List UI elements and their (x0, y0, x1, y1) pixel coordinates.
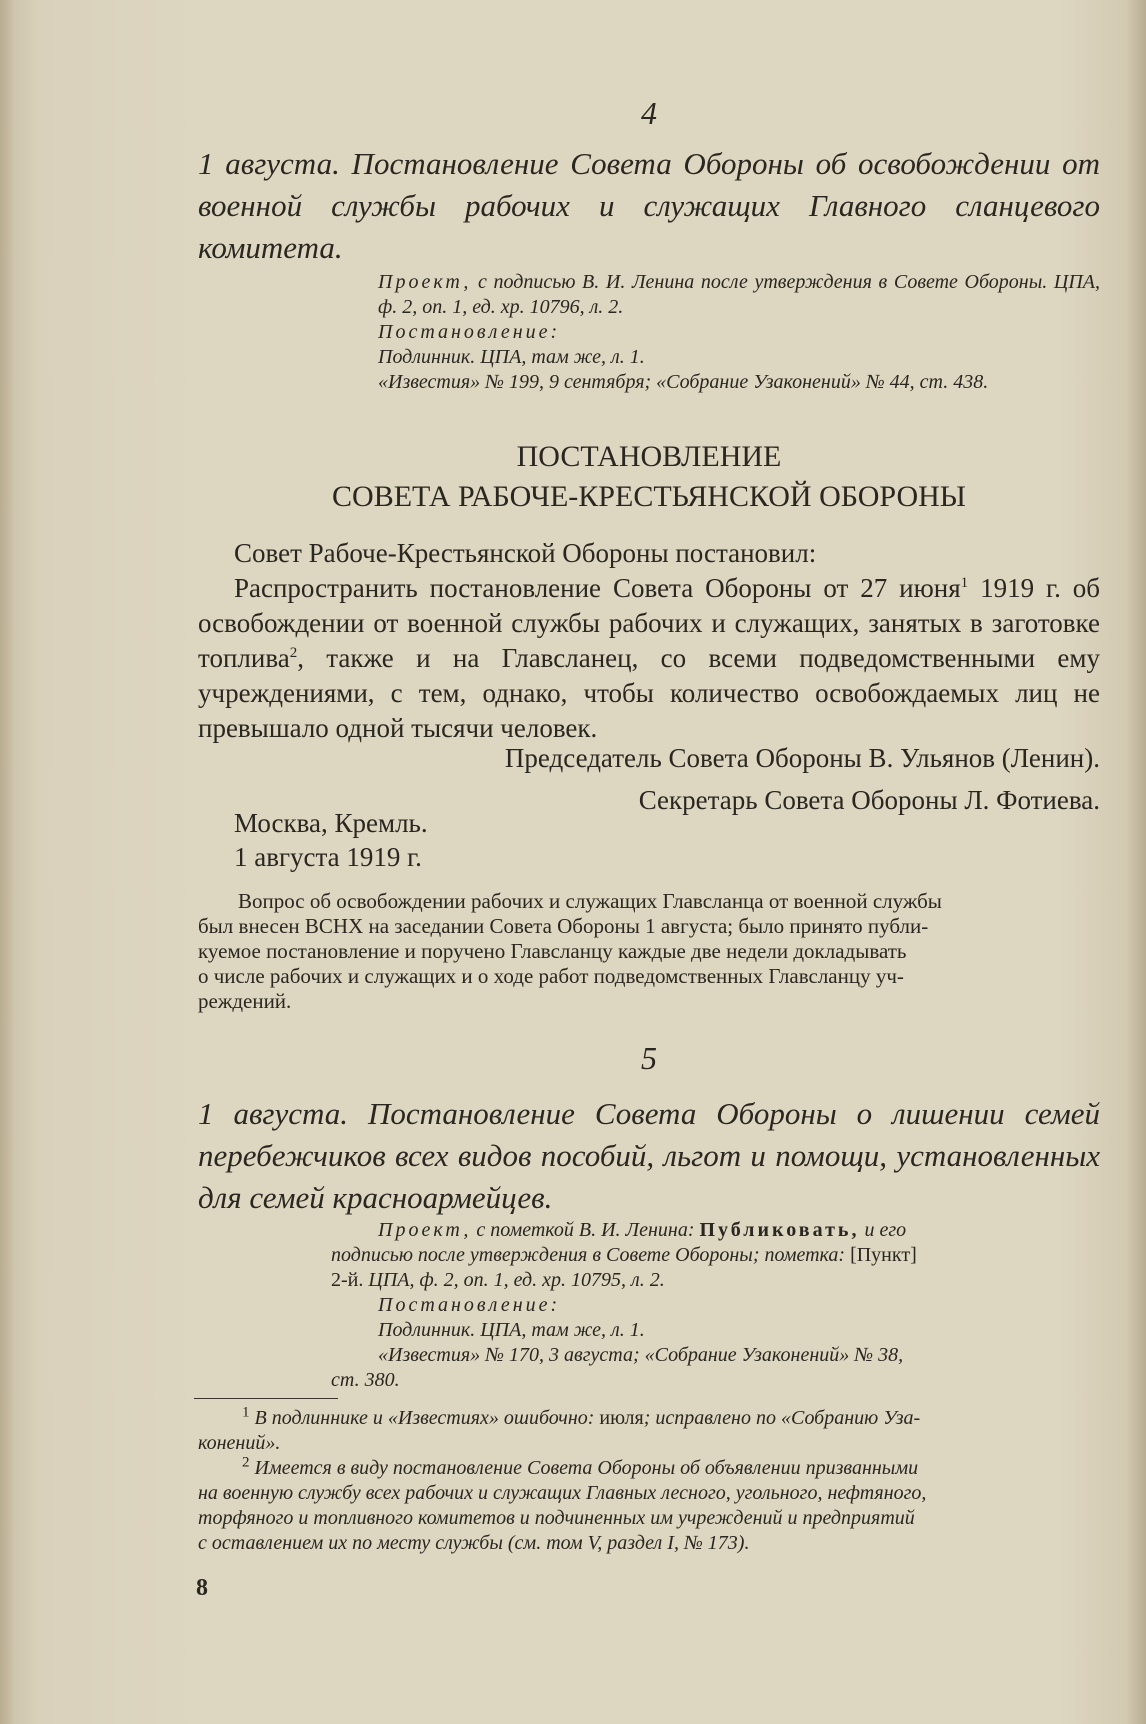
decree-date: 1 августа 1919 г. (234, 842, 422, 872)
section-number-4: 4 (641, 95, 657, 131)
source-line: Подлинник. ЦПА, там же, л. 1. (378, 1319, 645, 1341)
decree-place: Москва, Кремль. (234, 808, 428, 838)
source-line (331, 1243, 1100, 1268)
decree-title (198, 437, 1100, 517)
source-line (331, 1268, 1100, 1293)
section-4-source (331, 270, 1100, 395)
source-line (331, 1218, 1100, 1243)
footnote-line: с оставлением их по месту службы (см. том V, раздел I, № 173). (198, 1532, 750, 1554)
source-text: и его (859, 1219, 907, 1241)
footnote-line: на военную службу всех рабочих и служащих Главных лесного, угольного, нефтяного, (198, 1482, 927, 1504)
footnote-ref-1: 1 (960, 575, 969, 591)
decree-text-part: , также и на Главсланец, со всеми подведомственными ему учреждениями, с тем, однако, чтобы количество освобождаемых лиц не превышало одной тысячи человек. (198, 643, 1100, 743)
source-text: с пометкой В. И. Ленина: (471, 1219, 700, 1241)
source-line: ст. 380. (331, 1369, 400, 1391)
chairman-signature: Председатель Совета Обороны В. Ульянов (Ленин). (504, 743, 1100, 773)
footnote-mark: 2 (242, 1454, 250, 1471)
source-text: с подписью В. И. Ленина после утверждения в Совете Обороны. ЦПА, ф. 2, оп. 1, ед. хр. 10796, л. 2. (378, 271, 1100, 318)
decree-title-line-2: СОВЕТА РАБОЧЕ-КРЕСТЬЯНСКОЙ ОБОРОНЫ (332, 480, 966, 513)
source-line (331, 1293, 1100, 1318)
footnote-1 (198, 1406, 1100, 1431)
source-upright: 2-й. (331, 1269, 364, 1291)
source-label: Постановление: (378, 321, 561, 343)
footnote-upright: июля (599, 1407, 644, 1429)
footnote-divider (194, 1398, 338, 1399)
footnote-mark: 1 (242, 1404, 250, 1421)
source-label: Постановление: (378, 1294, 561, 1316)
footnotes (198, 1406, 1100, 1556)
section-number-5: 5 (641, 1040, 657, 1076)
note-line: Вопрос об освобождении рабочих и служащих Главсланца от военной службы (238, 889, 942, 913)
source-line (331, 320, 1100, 345)
source-upright: [Пункт] (850, 1244, 917, 1266)
source-label: Проект, (378, 271, 472, 293)
note-line: о числе рабочих и служащих и о ходе работ подведомственных Главсланцу уч- (198, 964, 904, 988)
decree-text-part: 1919 г. об освобождении от военной службы рабочих и служащих, занятых в заготовке топлива (198, 573, 1100, 673)
decree-body (198, 536, 1100, 746)
section-5-heading: 1 августа. Постановление Совета Обороны о лишении семей перебежчиков всех видов пособий, льгот и помощи, установленных для семей красноармейцев. (198, 1096, 1100, 1215)
decree-title-line-1: ПОСТАНОВЛЕНИЕ (516, 440, 782, 473)
source-text: подписью после утверждения в Совете Обороны; пометка: (331, 1244, 851, 1266)
note-line: был внесен ВСНХ на заседании Совета Обороны 1 августа; было принято публи- (198, 914, 929, 938)
footnote-2 (198, 1456, 1100, 1481)
footnote-text: ; исправлено по «Собранию Уза- (643, 1407, 921, 1429)
note-line: реждений. (198, 989, 292, 1013)
section-4-heading: 1 августа. Постановление Совета Обороны об освобождении от военной службы рабочих и служащих Главного сланцевого комитета. (198, 146, 1100, 265)
source-line (331, 270, 1100, 320)
decree-text-part: Распространить постановление Совета Обороны от 27 июня (234, 573, 961, 603)
page-number: 8 (196, 1575, 208, 1601)
editorial-note (198, 889, 1100, 1014)
note-line: куемое постановление и поручено Главсланцу каждые две недели докладывать (198, 939, 907, 963)
source-emphasis: Публиковать, (699, 1219, 860, 1241)
source-text: ЦПА, ф. 2, оп. 1, ед. хр. 10795, л. 2. (363, 1269, 665, 1291)
secretary-signature: Секретарь Совета Обороны Л. Фотиева. (638, 785, 1100, 815)
source-label: Проект, (378, 1219, 472, 1241)
section-5-source (331, 1218, 1100, 1393)
decree-text (198, 571, 1100, 746)
footnote-line: торфяного и топливного комитетов и подчиненных им учреждений и предприятий (198, 1507, 915, 1529)
footnote-ref-2: 2 (289, 645, 298, 661)
footnote-text: В подлиннике и «Известиях» ошибочно: (249, 1407, 600, 1429)
source-line: «Известия» № 170, 3 августа; «Собрание Узаконений» № 38, (378, 1344, 904, 1366)
page-gutter (0, 0, 14, 1724)
footnote-line: конений». (198, 1432, 281, 1454)
decree-intro: Совет Рабоче-Крестьянской Обороны постановил: (234, 538, 817, 568)
footnote-text: Имеется в виду постановление Совета Обороны об объявлении призванными (249, 1457, 919, 1479)
source-line: «Известия» № 199, 9 сентября; «Собрание Узаконений» № 44, ст. 438. (378, 371, 989, 393)
source-line: Подлинник. ЦПА, там же, л. 1. (378, 346, 645, 368)
